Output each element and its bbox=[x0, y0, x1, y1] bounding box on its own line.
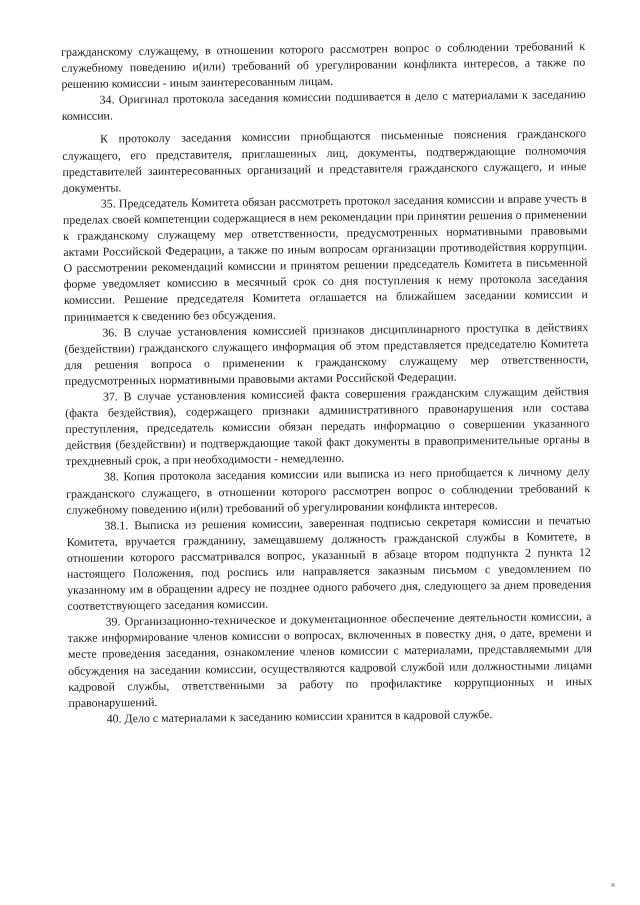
scan-speck bbox=[611, 883, 615, 887]
paragraph-36: 36. В случае установления комиссией признаков дисциплинарного проступка в действиях (бездействии) гражданского служащего информация об этом представляется председателю Комитета для решения вопроса о применении к гражданскому служащему мер ответственности, предусмотренных нормативными правовыми актами Российской Федерации. bbox=[64, 319, 589, 388]
paragraph-35: 35. Председатель Комитета обязан рассмотреть протокол заседания комиссии и вправе учесть в пределах своей компетенции содержащиеся в нем рекомендации при принятии решения о применении к гражданскому служащему мер ответственности, предусмотренных нормативными правовыми актами Российской Федерации, а также по иным вопросам организации противодействия коррупции. О рассмотрении рекомендаций комиссии и принятом решении председатель Комитета в письменной форме уведомляет комиссию в месячный срок со дня поступления к нему протокола заседания комиссии. Решение председателя Комитета оглашается на ближайшем заседании комиссии и принимается к сведению без обсуждения. bbox=[62, 190, 588, 324]
document-body bbox=[61, 38, 593, 727]
paragraph-34: 34. Оригинал протокола заседания комиссии подшивается в дело с материалами к заседанию комиссии. bbox=[61, 87, 586, 124]
paragraph-33-end: гражданскому служащему, в отношении которого рассмотрен вопрос о соблюдении требований к служебному поведению и(или) требований об урегулировании конфликта интересов, а также по решению комиссии - иным заинтересованным лицам. bbox=[61, 39, 586, 92]
paragraph-39: 39. Организационно-техническое и документационное обеспечение деятельности комиссии, а также информирование членов комиссии о вопросах, включенных в повестку дня, о дате, времени и месте проведения заседания, ознакомление членов комиссии с материалами, представляемыми для обсуждения на заседании комиссии, осуществляются кадровой службой или должностными лицами кадровой службы, ответственными за работу по профилактике коррупционных и иных правонарушений. bbox=[67, 609, 593, 710]
paragraph-34-attachments: К протоколу заседания комиссии приобщаются письменные пояснения гражданского служащего, его представителя, приглашенных лиц, документы, подтверждающие полномочия представителей заинтересованных организаций и представителя гражданского служащего, и иные документы. bbox=[62, 126, 587, 195]
paragraph-37: 37. В случае установления комиссией факта совершения гражданским служащим действия (факта бездействия), содержащего признаки административного правонарушения или состава преступления, председатель комиссии обязан передать информацию о совершении указанного действия (бездействии) и подтверждающие такой факт документы в правоприменительные органы в трехдневный срок, а при необходимости - немедленно. bbox=[65, 384, 590, 469]
paragraph-38: 38. Копия протокола заседания комиссии или выписка из него приобщается к личному делу гражданского служащего, в отношении которого рассмотрен вопрос о соблюдении требований к служебному поведению и(или) требований об урегулировании конфликта интересов. bbox=[66, 464, 591, 517]
paragraph-38-1: 38.1. Выписка из решения комиссии, заверенная подписью секретаря комиссии и печатью Комитета, вручается гражданину, замещавшему должность гражданской службы в Комитете, в отношении которого рассматривался вопрос, указанный в абзаце втором подпункта 2 пункта 12 настоящего Положения, под роспись или направляется заказным письмом с уведомлением по указанному им в обращении адресу не позднее одного рабочего дня, следующего за днем проведения соответствующего заседания комиссии. bbox=[66, 512, 592, 614]
paragraph-40: 40. Дело с материалами к заседанию комиссии хранится в кадровой службе. bbox=[106, 706, 493, 726]
